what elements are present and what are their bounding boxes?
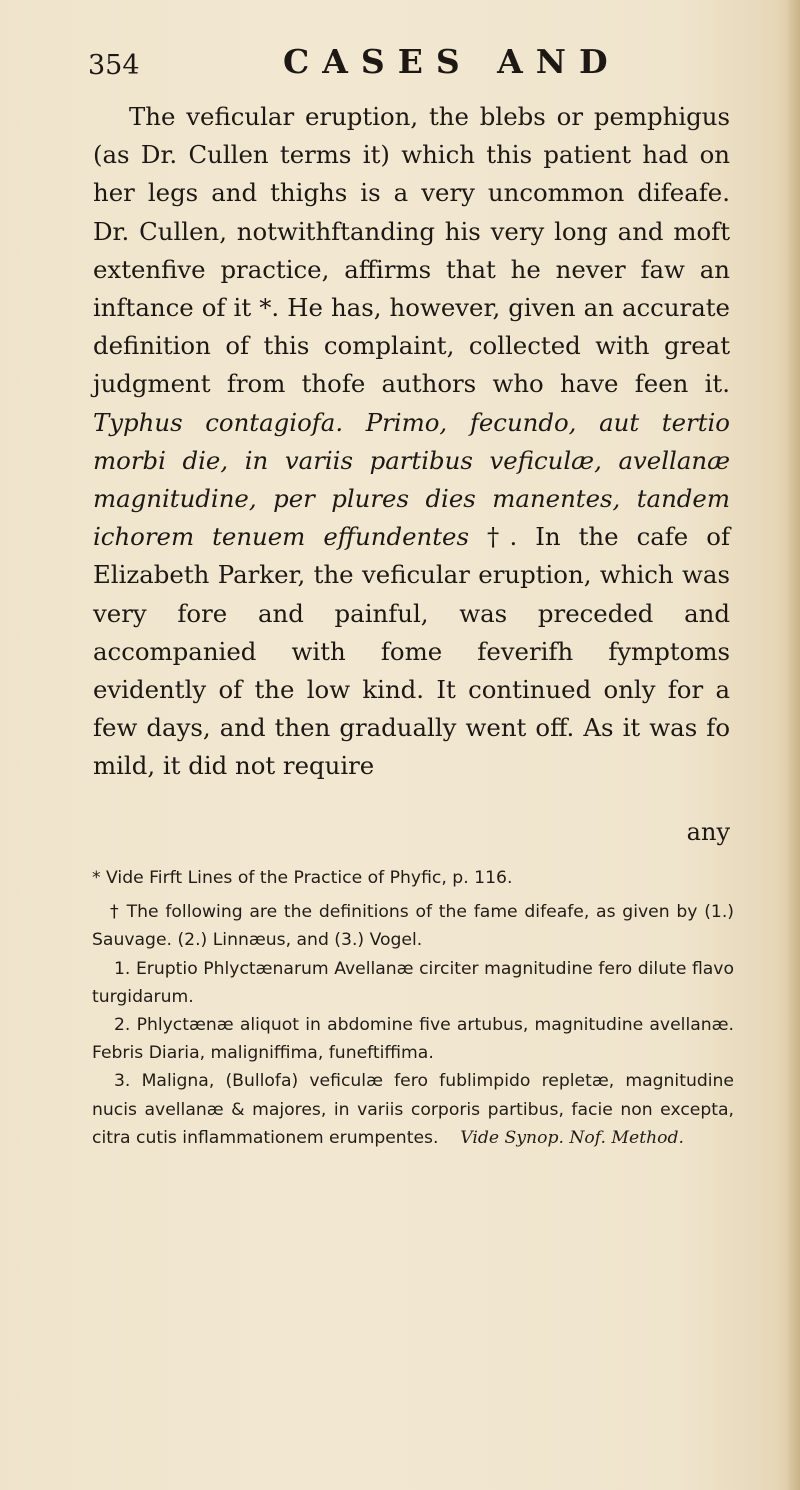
page-edge-shadow <box>786 0 800 1490</box>
definition-item-2: 2. Phlyctænæ aliquot in abdomine five artubus, magnitudine avellanæ. Febris Diaria, maligniffima, funeftiffima. <box>92 1015 734 1064</box>
definition-item-3-text: 3. Maligna, (Bullofa) veficulæ fero fublimpido repletæ, magnitudine nucis avellanæ & majores, in variis corporis partibus, facie non excepta, citra cutis inflammationem erumpentes. <box>92 1071 734 1148</box>
footnote-dagger-text: The following are the definitions of the fame difeafe, as given by (1.) Sauvage. (2.) Linnæus, and (3.) Vogel. <box>92 902 735 951</box>
page-header <box>88 42 728 92</box>
citation: Vide Synop. Nof. Method. <box>460 1127 684 1148</box>
latin-definition-quote: Typhus contagiofa. Primo, fecundo, aut tertio morbi die, in variis partibus veficulæ, avellanæ magnitudine, per plures dies manentes, tandem ichorem tenuem effundentes <box>93 407 730 552</box>
footnote-mark-asterisk: * <box>92 868 101 888</box>
footnote-dagger <box>92 898 734 954</box>
definition-item-3 <box>92 1067 734 1152</box>
running-head: CASES AND <box>283 42 621 81</box>
footnote-asterisk-text: Vide Firft Lines of the Practice of Phyfic, p. 116. <box>100 868 513 888</box>
body-text-part-2: †. In the cafe of Elizabeth Parker, the veficular eruption, which was very fore and painful, was preceded and accompanied with fome feverifh fymptoms evidently of the low kind. It continued only for a few days, and then gradually went off. As it was fo mild, it did not require <box>93 522 730 781</box>
body-paragraph <box>93 98 730 786</box>
footnote-asterisk <box>92 864 734 892</box>
page-number: 354 <box>88 50 140 81</box>
footnote-mark-dagger: † <box>110 902 120 923</box>
catchword: any <box>686 818 730 846</box>
body-text-part-1: The veficular eruption, the blebs or pemphigus (as Dr. Cullen terms it) which this patient had on her legs and thighs is a very uncommon difeafe. Dr. Cullen, notwithftanding his very long and moft extenfive practice, affirms that he never faw an inftance of it *. He has, however, given an accurate definition of this complaint, collected with great judgment from thofe authors who have feen it. <box>93 102 730 399</box>
definition-item-1: 1. Eruptio Phlyctænarum Avellanæ circiter magnitudine fero dilute flavo turgidarum. <box>92 958 734 1007</box>
footnotes <box>92 864 734 1152</box>
